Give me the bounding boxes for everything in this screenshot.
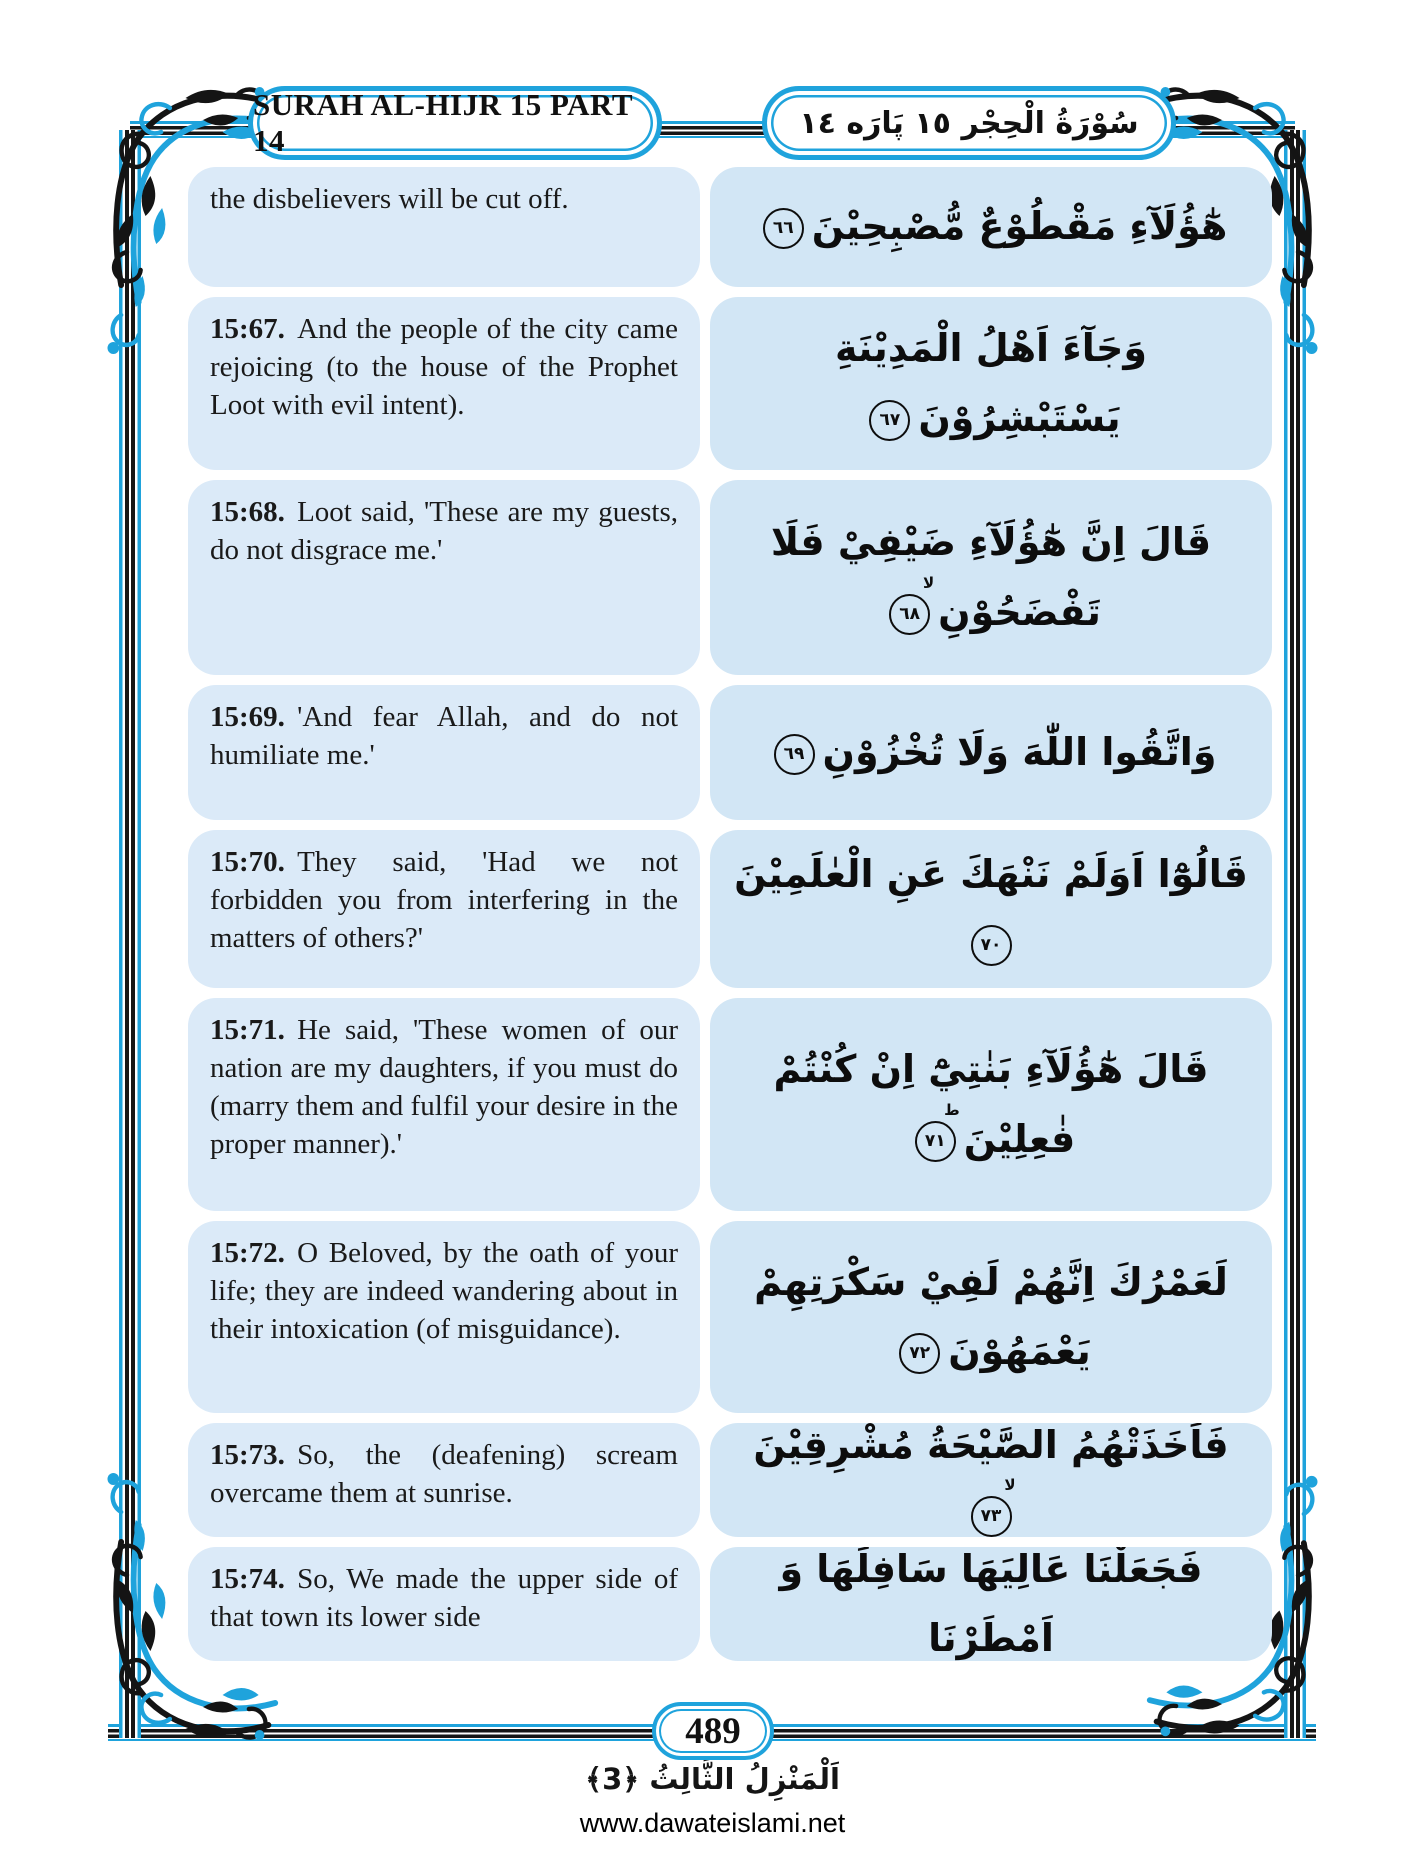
verse-row bbox=[188, 1423, 1272, 1537]
arabic-verse-text: فَاَخَذَتْهُمُ الصَّيْحَةُ مُشْرِقِيْنَ bbox=[753, 1423, 1229, 1467]
page-number-badge bbox=[652, 1702, 774, 1760]
website-url[interactable]: www.dawateislami.net bbox=[579, 1808, 846, 1838]
surah-title-badge-arabic bbox=[762, 86, 1176, 160]
english-translation-cell bbox=[188, 1221, 700, 1413]
arabic-verse-line bbox=[732, 1035, 1250, 1173]
verse-reference: 15:69. bbox=[210, 701, 285, 733]
arabic-verse-cell bbox=[710, 167, 1272, 287]
arabic-verse-line bbox=[732, 192, 1250, 261]
arabic-verse-text: هٰٓؤُلَآءِ مَقْطُوْعٌ مُّصْبِحِيْنَ bbox=[811, 204, 1228, 249]
stop-sign-mark: ط bbox=[944, 1100, 960, 1119]
ayah-number-circle bbox=[899, 1333, 940, 1374]
arabic-verse-text: لَعَمْرُكَ اِنَّهُمْ لَفِيْ سَكْرَتِهِمْ يَعْمَهُوْنَ bbox=[754, 1259, 1228, 1373]
ayah-number-circle bbox=[971, 1476, 1016, 1537]
ayah-number: ٧٢ bbox=[909, 1343, 931, 1363]
surah-title-badge-english bbox=[248, 86, 662, 160]
arabic-verse-text: وَاتَّقُوا اللّٰهَ وَلَا تُخْزُوْنِ bbox=[822, 729, 1217, 774]
arabic-verse-cell bbox=[710, 1423, 1272, 1537]
verse-reference: 15:70. bbox=[210, 846, 285, 878]
arabic-verse-line bbox=[732, 1248, 1250, 1386]
arabic-verse-cell bbox=[710, 998, 1272, 1211]
english-translation-text: He said, 'These women of our nation are my daughters, if you must do (marry them and fulfil your desire in the proper manner).' bbox=[210, 1014, 678, 1160]
english-translation-cell bbox=[188, 1423, 700, 1537]
english-translation-cell bbox=[188, 167, 700, 287]
arabic-verse-line bbox=[732, 1547, 1250, 1661]
english-translation-text: the disbelievers will be cut off. bbox=[210, 183, 569, 215]
stop-sign-mark: لا bbox=[1004, 1476, 1016, 1494]
verse-reference: 15:67. bbox=[210, 313, 285, 345]
arabic-verse-cell bbox=[710, 1221, 1272, 1413]
ayah-number-circle bbox=[889, 573, 935, 635]
arabic-verse-cell bbox=[710, 297, 1272, 470]
english-translation-cell bbox=[188, 1547, 700, 1661]
english-translation-cell bbox=[188, 998, 700, 1211]
ayah-number-circle bbox=[869, 400, 910, 441]
ayah-number-circle bbox=[971, 925, 1012, 966]
arabic-verse-text: قَالَ اِنَّ هٰٓؤُلَآءِ ضَيْفِيْ فَلَا تَفْضَحُوْنِ bbox=[770, 520, 1212, 634]
surah-title-arabic: سُوْرَةُ الْحِجْر ١٥ پَارَه ١٤ bbox=[799, 105, 1139, 141]
ayah-number: ٧٣ bbox=[980, 1506, 1002, 1526]
ayah-number: ٦٨ bbox=[899, 603, 921, 624]
manzil-marker: اَلْمَنْزِلُ الثَّالِثُ ﴿3﴾ bbox=[585, 1762, 840, 1796]
ayah-number-circle bbox=[763, 208, 804, 249]
verse-row bbox=[188, 998, 1272, 1211]
ayah-number-circle bbox=[774, 734, 815, 775]
verse-reference: 15:71. bbox=[210, 1014, 285, 1046]
verse-reference: 15:74. bbox=[210, 1563, 285, 1595]
english-translation-text: Loot said, 'These are my guests, do not disgrace me.' bbox=[210, 496, 678, 566]
english-translation-text: So, We made the upper side of that town its lower side bbox=[210, 1563, 678, 1633]
english-translation-cell bbox=[188, 297, 700, 470]
english-translation-text: And the people of the city came rejoicing (to the house of the Prophet Loot with evil intent). bbox=[210, 313, 678, 421]
ayah-number: ٦٦ bbox=[772, 218, 794, 239]
english-translation-text: 'And fear Allah, and do not humiliate me.' bbox=[210, 701, 678, 771]
verse-row bbox=[188, 830, 1272, 988]
english-translation-text: They said, 'Had we not forbidden you from interfering in the matters of others?' bbox=[210, 846, 678, 954]
ayah-number: ٧٠ bbox=[980, 935, 1002, 955]
arabic-verse-cell bbox=[710, 1547, 1272, 1661]
arabic-verse-line bbox=[732, 314, 1250, 452]
ayah-number: ٧١ bbox=[924, 1130, 946, 1151]
stop-sign-mark: لا bbox=[922, 573, 935, 592]
verse-row bbox=[188, 297, 1272, 470]
verse-row bbox=[188, 1547, 1272, 1661]
arabic-verse-text: فَجَعَلْنَا عَالِيَهَا سَافِلَهَا وَ اَمْطَرْنَا bbox=[779, 1547, 1203, 1660]
arabic-verse-cell bbox=[710, 480, 1272, 675]
verse-row bbox=[188, 685, 1272, 820]
ayah-number: ٦٧ bbox=[879, 409, 901, 430]
english-translation-cell bbox=[188, 480, 700, 675]
arabic-verse-text: قَالُوْٓا اَوَلَمْ نَنْهَكَ عَنِ الْعٰلَمِيْنَ bbox=[734, 851, 1248, 896]
english-translation-cell bbox=[188, 685, 700, 820]
english-translation-text: O Beloved, by the oath of your life; they are indeed wandering about in their intoxication (of misguidance). bbox=[210, 1237, 678, 1345]
arabic-verse-cell bbox=[710, 830, 1272, 988]
english-translation-text: So, the (deafening) scream overcame them at sunrise. bbox=[210, 1439, 678, 1509]
verse-row bbox=[188, 167, 1272, 287]
verse-reference: 15:68. bbox=[210, 496, 285, 528]
verse-rows bbox=[188, 167, 1272, 1671]
arabic-verse-line bbox=[732, 718, 1250, 787]
arabic-verse-text: قَالَ هٰٓؤُلَآءِ بَنٰتِيْٓ اِنْ كُنْتُمْ فٰعِلِيْنَ bbox=[773, 1047, 1209, 1161]
verse-row bbox=[188, 480, 1272, 675]
english-translation-cell bbox=[188, 830, 700, 988]
ayah-number: ٦٩ bbox=[783, 743, 805, 764]
verse-reference: 15:72. bbox=[210, 1237, 285, 1269]
arabic-verse-cell bbox=[710, 685, 1272, 820]
arabic-verse-line bbox=[732, 1423, 1250, 1537]
ayah-number-circle bbox=[915, 1100, 960, 1162]
arabic-verse-line bbox=[732, 840, 1250, 978]
verse-reference: 15:73. bbox=[210, 1439, 285, 1471]
arabic-verse-text: وَجَآءَ اَهْلُ الْمَدِيْنَةِ يَسْتَبْشِرُوْنَ bbox=[835, 326, 1147, 440]
surah-title-english: SURAH AL-HIJR 15 PART 14 bbox=[253, 87, 633, 158]
verse-row bbox=[188, 1221, 1272, 1413]
arabic-verse-line bbox=[732, 508, 1250, 646]
page-number: 489 bbox=[685, 1710, 741, 1752]
